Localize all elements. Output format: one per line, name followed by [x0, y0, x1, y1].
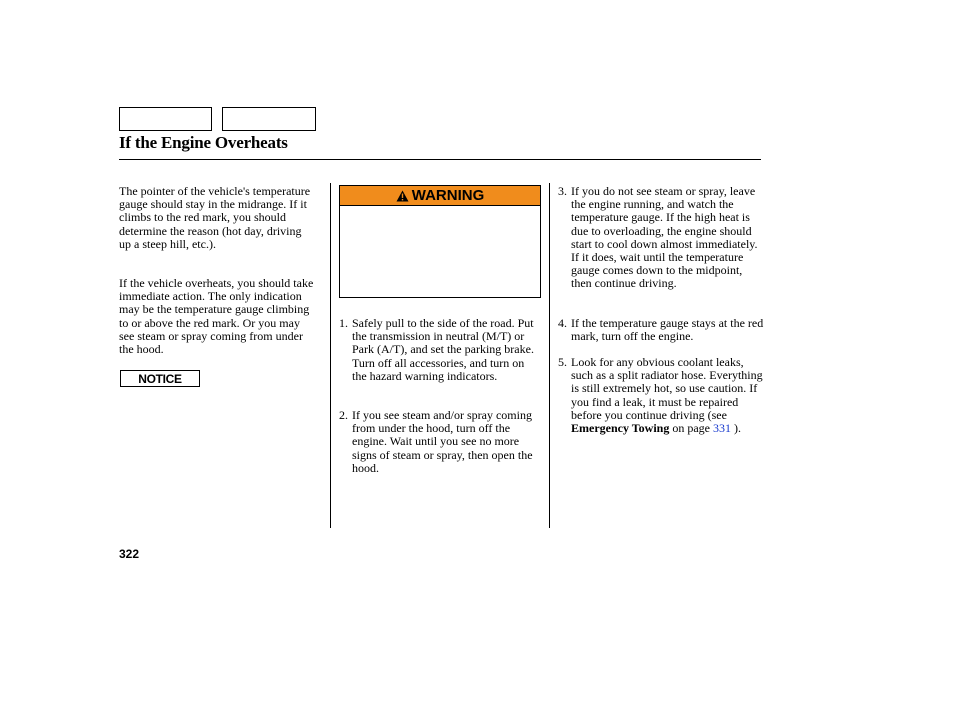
- step-text: Safely pull to the side of the road. Put the transmission in neutral (M/T) or Park (A/T), and set the parking brake. Turn off all accessories, and turn on the hazard warning indicators.: [352, 316, 534, 383]
- warning-triangle-icon: [396, 190, 409, 202]
- nav-tab-box-2[interactable]: [222, 107, 316, 131]
- step-number: 3.: [558, 184, 567, 198]
- column-divider-right: [549, 183, 550, 528]
- intro-paragraph: The pointer of the vehicle's temperature gauge should stay in the midrange. If it climbs to the red mark, you should determine the reason (hot day, driving up a steep hill, etc.).: [119, 184, 311, 251]
- notice-badge: NOTICE: [120, 370, 200, 387]
- step-text-end: ).: [731, 421, 741, 436]
- warning-body: [339, 205, 541, 298]
- warning-label: WARNING: [411, 187, 485, 204]
- step-text: Look for any obvious coolant leaks, such as a split radiator hose. Everything is still extremely hot, so use caution. If you find a leak, it must be repaired before you continue driving (see: [571, 355, 763, 422]
- step-text-mid: on page: [669, 421, 713, 436]
- step-1: [339, 317, 541, 383]
- page-link[interactable]: 331: [713, 421, 731, 436]
- step-text: If you do not see steam or spray, leave the engine running, and watch the temperature gauge. If the high heat is due to overloading, the engine should start to cool down almost immediately. If it does, wait until the temperature gauge comes down to the midpoint, then continue driving.: [571, 184, 758, 291]
- step-text: If the temperature gauge stays at the red mark, turn off the engine.: [571, 316, 764, 344]
- step-number: 2.: [339, 408, 348, 422]
- step-number: 5.: [558, 355, 567, 369]
- step-4: [558, 317, 765, 343]
- page-title: If the Engine Overheats: [119, 133, 288, 152]
- step-5: [558, 356, 765, 435]
- warning-header: [339, 185, 541, 206]
- overheat-paragraph: If the vehicle overheats, you should take immediate action. The only indication may be the temperature gauge climbing to or above the red mark. Or you may see steam or spray coming from under the hood.: [119, 276, 314, 357]
- column-divider-left: [330, 183, 331, 528]
- step-number: 1.: [339, 316, 348, 330]
- step-3: [558, 185, 765, 291]
- step-2: [339, 409, 541, 475]
- step-number: 4.: [558, 316, 567, 330]
- step-text: If you see steam and/or spray coming from under the hood, turn off the engine. Wait until you see no more signs of steam or spray, then open the hood.: [352, 408, 533, 475]
- emergency-towing-ref: Emergency Towing: [571, 421, 670, 436]
- page-number: 322: [119, 547, 140, 561]
- title-rule: [119, 159, 761, 160]
- nav-tab-box-1[interactable]: [119, 107, 212, 131]
